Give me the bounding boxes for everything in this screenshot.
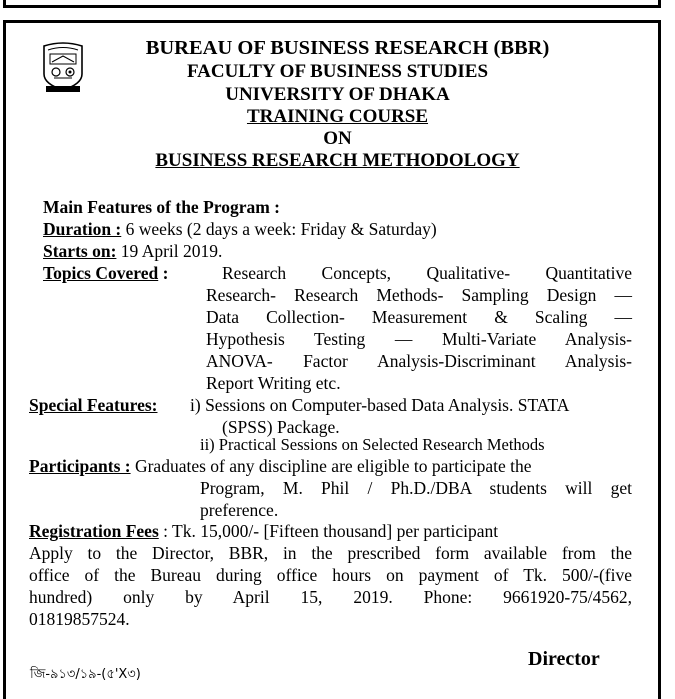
header-faculty: FACULTY OF BUSINESS STUDIES bbox=[186, 61, 489, 82]
fees-value: : Tk. 15,000/- [Fifteen thousand] per participant bbox=[158, 521, 499, 541]
duration-label: Duration : bbox=[43, 219, 122, 239]
topics-label: Topics Covered bbox=[43, 263, 159, 283]
header-on: ON bbox=[323, 128, 352, 149]
top-border bbox=[3, 0, 661, 8]
reference-code: জি-৯১৩/১৯-(৫'X৩) bbox=[30, 667, 141, 682]
signature-director: Director bbox=[528, 648, 600, 670]
topics-line-5: ANOVA- Factor Analysis-Discriminant Analysis- bbox=[206, 351, 632, 371]
topics-line-2: Research- Research Methods- Sampling Design — bbox=[206, 285, 632, 305]
header-training-course: TRAINING COURSE bbox=[246, 106, 429, 127]
special-line-2: (SPSS) Package. bbox=[222, 417, 340, 437]
participants-label: Participants : bbox=[29, 456, 131, 476]
fees-row bbox=[29, 520, 498, 542]
topics-line-6: Report Writing etc. bbox=[206, 373, 341, 393]
features-heading: Main Features of the Program : bbox=[43, 197, 281, 217]
topics-line-1: Research Concepts, Qualitative- Quantitative bbox=[222, 263, 632, 283]
participants-row bbox=[29, 455, 531, 477]
topics-line-3: Data Collection- Measurement & Scaling — bbox=[206, 307, 632, 327]
starts-label: Starts on: bbox=[43, 241, 117, 261]
apply-line-1: Apply to the Director, BBR, in the prescribed form available from the bbox=[29, 543, 632, 563]
duration-value: 6 weeks (2 days a week: Friday & Saturday) bbox=[121, 219, 437, 239]
header-course-title: BUSINESS RESEARCH METHODOLOGY bbox=[155, 150, 520, 171]
participants-line-1: Graduates of any discipline are eligible to participate the bbox=[130, 456, 532, 476]
starts-value: 19 April 2019. bbox=[116, 241, 223, 261]
topics-separator: : bbox=[158, 263, 169, 283]
starts-row bbox=[43, 240, 222, 262]
special-line-3: ii) Practical Sessions on Selected Research Methods bbox=[200, 435, 545, 454]
topics-line-4: Hypothesis Testing — Multi-Variate Analysis- bbox=[206, 329, 632, 349]
header-bureau: BUREAU OF BUSINESS RESEARCH (BBR) bbox=[145, 37, 550, 59]
duration-row bbox=[43, 218, 437, 240]
topics-row bbox=[43, 262, 168, 284]
special-line-1: i) Sessions on Computer-based Data Analysis. STATA bbox=[190, 395, 570, 415]
apply-line-4: 01819857524. bbox=[29, 609, 130, 629]
fees-label: Registration Fees bbox=[29, 521, 159, 541]
apply-line-2: office of the Bureau during office hours on payment of Tk. 500/-(five bbox=[29, 565, 632, 585]
participants-line-2: Program, M. Phil / Ph.D./DBA students will get bbox=[200, 478, 632, 498]
special-features-label: Special Features: bbox=[29, 395, 158, 415]
apply-line-3: hundred) only by April 15, 2019. Phone: 9661920-75/4562, bbox=[29, 587, 632, 607]
participants-line-3: preference. bbox=[200, 500, 279, 520]
header-university: UNIVERSITY OF DHAKA bbox=[225, 84, 450, 105]
